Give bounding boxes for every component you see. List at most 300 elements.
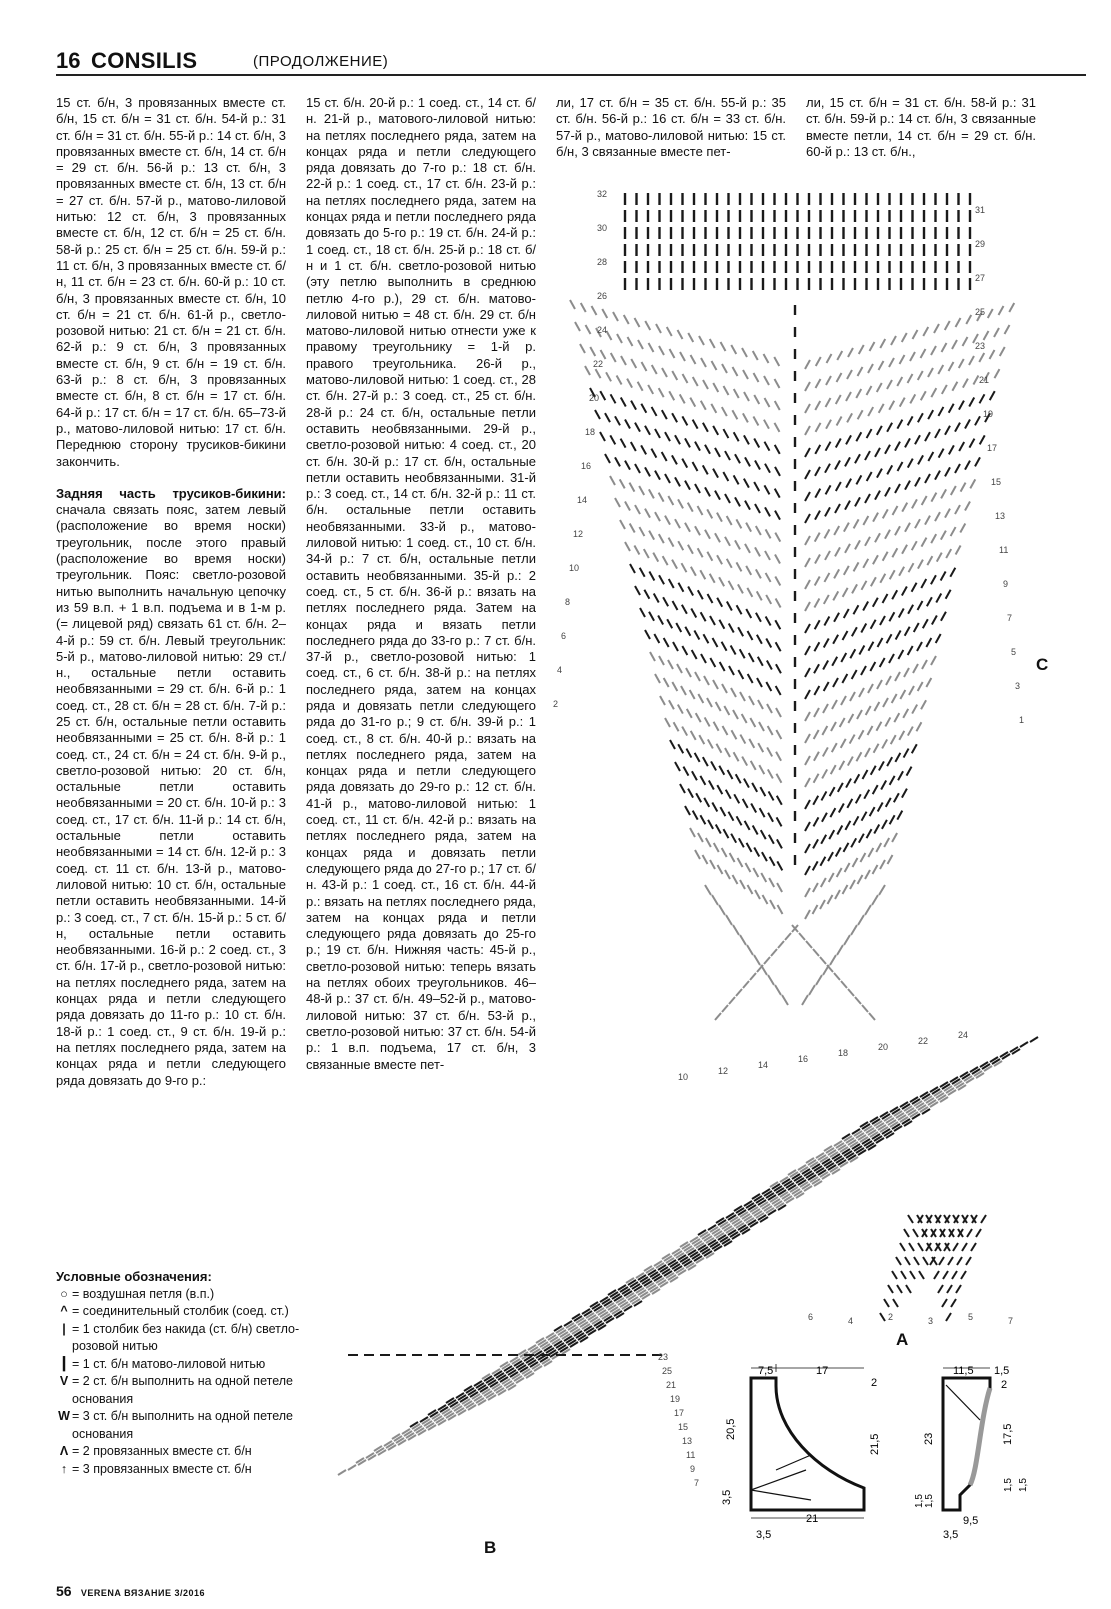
stitch-mark <box>962 1243 967 1251</box>
row-number: 22 <box>593 359 604 369</box>
stitch-mark <box>685 438 690 447</box>
stitch-mark <box>645 321 650 330</box>
stitch-mark <box>855 454 860 463</box>
stitch-mark <box>712 895 718 905</box>
stitch-mark <box>678 583 683 592</box>
stitch-mark <box>965 419 970 428</box>
row-number: 10 <box>678 1072 689 1082</box>
stitch-mark <box>725 748 730 757</box>
stitch-mark <box>835 461 840 470</box>
stitch-mark <box>716 744 721 753</box>
stitch-mark <box>912 744 917 753</box>
row-number: 2 <box>888 1312 894 1322</box>
stitch-mark <box>698 833 703 842</box>
stitch-mark <box>709 780 714 789</box>
stitch-mark <box>685 627 690 636</box>
stitch-mark <box>838 783 843 792</box>
stitch-mark <box>909 686 914 695</box>
schem-left-top1: 7,5 <box>758 1365 774 1377</box>
stitch-mark <box>831 765 836 774</box>
stitch-mark <box>777 839 782 848</box>
row-number: 24 <box>597 325 608 335</box>
stitch-mark <box>710 339 715 348</box>
stitch-mark <box>750 718 755 727</box>
stitch-mark <box>834 613 839 622</box>
stitch-mark <box>895 442 900 451</box>
stitch-mark <box>913 330 918 339</box>
stitch-mark <box>776 642 781 651</box>
stitch-mark <box>799 933 805 940</box>
stitch-mark <box>719 766 724 775</box>
stitch-mark <box>775 379 780 388</box>
row-number: 15 <box>678 1422 689 1432</box>
stitch-mark <box>742 757 747 766</box>
stitch-mark <box>611 394 616 403</box>
stitch-mark <box>879 885 885 895</box>
stitch-mark <box>749 739 754 748</box>
stitch-mark <box>621 356 626 365</box>
stitch-mark <box>805 580 810 589</box>
stitch-mark <box>850 692 855 701</box>
legend-text: = воздушная петля (в.п.) <box>72 1286 215 1301</box>
stitch-mark <box>703 423 708 432</box>
stitch-mark <box>890 815 895 824</box>
stitch-mark <box>610 435 615 444</box>
row-number: 11 <box>999 545 1009 555</box>
stitch-mark <box>845 501 850 510</box>
stitch-mark <box>805 404 810 413</box>
stitch-mark <box>740 935 746 945</box>
stitch-mark <box>654 594 659 603</box>
stitch-mark <box>976 1229 981 1237</box>
stitch-mark <box>815 445 820 454</box>
stitch-mark <box>695 484 700 493</box>
stitch-mark <box>770 857 775 866</box>
stitch-mark <box>880 1313 885 1321</box>
stitch-mark <box>821 791 826 800</box>
stitch-mark <box>959 401 964 410</box>
stitch-mark <box>857 710 862 719</box>
stitch-mark <box>744 479 749 488</box>
stitch-mark <box>628 337 633 346</box>
stitch-mark <box>859 730 864 739</box>
stitch-mark <box>688 789 693 798</box>
stitch-mark <box>945 321 950 330</box>
stitch-mark <box>873 785 878 794</box>
stitch-mark <box>762 852 767 861</box>
stitch-mark <box>751 804 756 813</box>
stitch-mark <box>635 423 640 432</box>
schem-left-right-top: 2 <box>871 1377 878 1389</box>
stitch-mark <box>902 587 907 596</box>
stitch-mark <box>722 407 727 416</box>
legend-symbol-icon: ^ <box>60 1304 68 1318</box>
stitch-mark <box>887 380 892 389</box>
row-number: 10 <box>569 563 580 573</box>
stitch-mark <box>878 802 883 811</box>
stitch-mark <box>846 479 851 488</box>
stitch-mark <box>862 1005 868 1012</box>
stitch-mark <box>688 333 693 342</box>
stitch-mark <box>617 375 622 384</box>
stitch-mark <box>785 933 791 940</box>
stitch-mark <box>905 627 910 636</box>
stitch-mark <box>676 623 681 632</box>
stitch-mark <box>581 303 586 312</box>
stitch-mark <box>815 401 820 410</box>
stitch-mark <box>723 829 728 838</box>
stitch-mark <box>928 410 933 419</box>
stitch-mark <box>905 523 910 532</box>
stitch-mark <box>777 817 782 826</box>
stitch-mark <box>868 642 873 651</box>
stitch-mark <box>631 442 636 451</box>
stitch-mark <box>641 445 646 454</box>
row-number: 26 <box>597 291 608 301</box>
stitch-mark <box>839 804 844 813</box>
stitch-mark <box>870 662 875 671</box>
stitch-mark <box>649 489 654 498</box>
stitch-mark <box>937 553 942 562</box>
stitch-mark <box>747 843 752 852</box>
stitch-mark <box>826 376 831 385</box>
stitch-mark <box>716 702 721 711</box>
stitch-mark <box>659 575 664 584</box>
stitch-mark <box>829 830 834 839</box>
legend-item <box>56 1356 306 1374</box>
stitch-mark <box>742 714 747 723</box>
schem-left-left-mid: 20,5 <box>725 1418 737 1440</box>
stitch-mark <box>649 572 654 581</box>
stitch-mark <box>859 688 864 697</box>
stitch-mark <box>867 472 872 481</box>
stitch-mark <box>847 370 852 379</box>
stitch-mark <box>837 868 842 877</box>
stitch-mark <box>701 654 706 663</box>
text-column-1 <box>56 95 286 1089</box>
stitch-mark <box>631 359 636 368</box>
stitch-mark <box>721 342 726 351</box>
stitch-mark <box>925 432 930 441</box>
stitch-mark <box>936 594 941 603</box>
stitch-mark <box>904 749 909 758</box>
stitch-mark <box>669 538 674 547</box>
stitch-mark <box>775 576 780 585</box>
stitch-mark <box>868 726 873 735</box>
stitch-mark <box>678 744 683 753</box>
stitch-mark <box>883 552 888 561</box>
stitch-mark <box>776 752 781 761</box>
stitch-mark <box>950 568 955 577</box>
stitch-mark <box>668 660 673 669</box>
stitch-mark <box>739 838 744 847</box>
header-title: CONSILIS <box>91 48 198 73</box>
stitch-mark <box>843 631 848 640</box>
footer-brand: VERENA ВЯЗАНИЕ 3/2016 <box>80 1588 205 1598</box>
stitch-mark <box>921 700 926 709</box>
stitch-mark <box>882 820 887 829</box>
stitch-mark <box>629 483 634 492</box>
stitch-mark <box>635 464 640 473</box>
stitch-mark <box>701 401 706 410</box>
stitch-mark <box>749 653 754 662</box>
stitch-mark <box>659 656 664 665</box>
stitch-mark <box>693 462 698 471</box>
row-number: 19 <box>670 1394 681 1404</box>
stitch-mark <box>844 523 849 532</box>
row-number: 22 <box>918 1036 929 1046</box>
stitch-mark <box>949 404 954 413</box>
stitch-mark <box>971 1243 976 1251</box>
stitch-mark <box>705 717 710 726</box>
schem-right-left-low: 1,5 <box>924 1494 935 1508</box>
stitch-mark <box>675 435 680 444</box>
chart-c-row-numbers <box>553 189 1024 725</box>
stitch-mark <box>755 547 760 556</box>
stitch-mark <box>754 955 760 965</box>
stitch-mark <box>948 1257 953 1265</box>
stitch-mark <box>659 346 664 355</box>
stitch-mark <box>738 584 743 593</box>
stitch-mark <box>899 609 904 618</box>
stitch-mark <box>979 394 984 403</box>
stitch-mark <box>707 552 712 561</box>
stitch-mark <box>833 591 838 600</box>
stitch-mark <box>881 780 886 789</box>
stitch-mark <box>670 349 675 358</box>
stitch-mark <box>897 377 902 386</box>
stitch-mark <box>766 682 771 691</box>
stitch-mark <box>658 616 663 625</box>
legend-item <box>56 1286 306 1304</box>
stitch-mark <box>961 1271 966 1279</box>
stitch-mark <box>847 799 852 808</box>
col1-paragraph-2-text: сначала связать пояс, затем левый (расположение во время носки) треугольник, после этого правый (расположение во время носки) треугольник. Пояс: светло-розовой нитью выполнить начальную цепочку из 59 в.п. + 1 в.п. подъема и в 1-м р. (= лицевой ряд) связать 61 ст. б/н. 2–4-й р.: 59 ст. б/н. Левый треугольник: 5-й р., матово-лиловой нитью: 29 ст./н., остальные петли оставить необвязанными = 29 ст. б/н. 6-й р.: 1 соед. ст., 28 ст. б/н = 28 ст. б/н. 7-й р.: 25 ст. б/н, остальные петли оставить необвязанными = 25 ст. б/н. 8-й р.: 1 соед. ст., 24 ст. б/н = 24 ст. б/н. 9-й р., светло-розовой нитью: 20 ст. б/н, остальные петли оставить необвязанными = 20 ст. б/н. 10-й р.: 3 соед. ст., 17 ст. б/н. 11-й р.: 14 ст. б/н, остальные петли оставить необвязанными = 14 ст. б/н. 12-й р.: 3 соед. ст. 11 ст. б/н. 13-й р., матово-лиловой нитью: 10 ст. б/н, остальные петли оставить необвязанными. 14-й р.: 3 соед. ст., 7 ст. б/н. 15-й р.: 5 ст. б/н, остальные петли оставить необвязанными. 16-й р.: 2 соед. ст., 3 ст. б/н. 17-й р., светло-розовой нитью: на петлях последнего ряда, затем на концах ряда и петли следующего ряда довязать до 11-го р.: 10 ст. б/н. 18-й р.: 1 соед. ст., 9 ст. б/н. 19-й р.: на петлях последнего ряда, затем на концах ряда и петли следующего ряда довязать до 9-го р.: <box>56 502 286 1088</box>
stitch-mark <box>865 537 870 546</box>
stitch-mark <box>848 348 853 357</box>
stitch-mark <box>678 705 683 714</box>
stitch-mark <box>823 747 828 756</box>
stitch-mark <box>770 900 775 909</box>
stitch-mark <box>823 661 828 670</box>
stitch-mark <box>722 848 727 857</box>
row-number: 16 <box>798 1054 809 1064</box>
row-number: 18 <box>838 1048 849 1058</box>
stitch-mark <box>805 514 810 523</box>
stitch-mark <box>681 563 686 572</box>
stitch-mark <box>740 649 745 658</box>
row-number: 20 <box>589 393 600 403</box>
stitch-mark <box>624 315 629 324</box>
stitch-mark <box>980 435 985 444</box>
stitch-mark <box>611 353 616 362</box>
stitch-mark <box>895 753 900 762</box>
schem-left-top2: 17 <box>816 1365 829 1377</box>
stitch-mark <box>887 634 892 643</box>
stitch-mark <box>918 1243 923 1251</box>
stitch-mark <box>698 590 703 599</box>
stitch-mark <box>938 365 943 374</box>
stitch-mark <box>835 547 840 556</box>
stitch-mark <box>949 362 954 371</box>
stitch-mark <box>805 448 810 457</box>
stitch-mark <box>695 850 700 859</box>
stitch-mark <box>805 602 810 611</box>
stitch-mark <box>861 581 866 590</box>
stitch-mark <box>735 497 740 506</box>
stitch-mark <box>613 312 618 321</box>
stitch-mark <box>835 890 840 899</box>
stitch-mark <box>913 1229 918 1237</box>
stitch-mark <box>690 828 695 837</box>
stitch-mark <box>649 531 654 540</box>
chart-c-stitches <box>570 193 1017 1020</box>
stitch-mark <box>711 761 716 770</box>
stitch-mark <box>852 584 857 593</box>
stitch-mark <box>776 598 781 607</box>
stitch-mark <box>898 650 903 659</box>
stitch-mark <box>839 761 844 770</box>
stitch-mark <box>969 356 974 365</box>
stitch-mark <box>876 722 881 731</box>
stitch-mark <box>847 413 852 422</box>
stitch-mark <box>744 779 749 788</box>
stitch-mark <box>892 548 897 557</box>
stitch-mark <box>782 995 788 1005</box>
stitch-mark <box>743 981 749 988</box>
stitch-mark <box>630 564 635 573</box>
stitch-mark <box>909 1243 914 1251</box>
stitch-mark <box>855 997 861 1004</box>
chart-c-label: C <box>1036 655 1049 674</box>
stitch-mark <box>638 340 643 349</box>
stitch-mark <box>892 694 897 703</box>
stitch-mark <box>843 588 848 597</box>
stitch-mark <box>896 1257 901 1265</box>
stitch-mark <box>766 595 771 604</box>
stitch-mark <box>725 870 730 879</box>
stitch-mark <box>830 955 836 965</box>
row-number: 2 <box>553 699 559 709</box>
stitch-mark <box>701 612 706 621</box>
stitch-mark <box>938 407 943 416</box>
stitch-mark <box>841 696 846 705</box>
stitch-mark <box>830 787 835 796</box>
stitch-mark <box>915 477 920 486</box>
stitch-mark <box>945 426 950 435</box>
stitch-mark <box>890 570 895 579</box>
stitch-mark <box>885 487 890 496</box>
stitch-mark <box>965 502 970 511</box>
stitch-mark <box>805 734 810 743</box>
stitch-mark <box>823 704 828 713</box>
stitch-mark <box>754 373 759 382</box>
stitch-mark <box>870 807 875 816</box>
stitch-mark <box>910 394 915 403</box>
stitch-mark <box>908 374 913 383</box>
stitch-mark <box>809 985 815 995</box>
stitch-mark <box>805 690 810 699</box>
stitch-mark <box>908 727 913 736</box>
stitch-mark <box>813 796 818 805</box>
stitch-mark <box>945 509 950 518</box>
stitch-mark <box>831 722 836 731</box>
row-number: 23 <box>975 341 986 351</box>
stitch-mark <box>670 740 675 749</box>
stitch-mark <box>886 676 891 685</box>
stitch-mark <box>928 452 933 461</box>
row-number: 30 <box>597 223 608 233</box>
row-number: 24 <box>958 1030 969 1040</box>
stitch-mark <box>852 670 857 679</box>
stitch-mark <box>722 642 727 651</box>
chart-b-label: B <box>484 1538 497 1557</box>
stitch-mark <box>813 883 818 892</box>
stitch-mark <box>994 328 999 337</box>
stitch-mark <box>873 513 878 522</box>
stitch-mark <box>757 591 762 600</box>
stitch-mark <box>984 331 989 340</box>
stitch-mark <box>813 949 819 956</box>
stitch-mark <box>744 435 749 444</box>
stitch-mark <box>652 407 657 416</box>
stitch-mark <box>621 439 626 448</box>
stitch-mark <box>820 957 826 964</box>
row-number: 5 <box>1011 647 1017 657</box>
stitch-mark <box>754 848 759 857</box>
stitch-mark <box>861 624 866 633</box>
stitch-mark <box>815 576 820 585</box>
stitch-mark <box>775 489 780 498</box>
stitch-mark <box>921 391 926 400</box>
stitch-mark <box>856 475 861 484</box>
stitch-mark <box>664 638 669 647</box>
stitch-mark <box>639 527 644 536</box>
schem-left-bottom-left: 3,5 <box>756 1529 772 1541</box>
stitch-mark <box>934 1271 939 1279</box>
schem-left-right-mid: 21,5 <box>869 1433 881 1455</box>
stitch-mark <box>805 492 810 501</box>
stitch-mark <box>711 404 716 413</box>
stitch-mark <box>696 793 701 802</box>
stitch-mark <box>932 616 937 625</box>
stitch-mark <box>663 597 668 606</box>
stitch-mark <box>824 573 829 582</box>
stitch-mark <box>775 511 780 520</box>
stitch-mark <box>650 652 655 661</box>
stitch-mark <box>639 486 644 495</box>
stitch-mark <box>668 496 673 505</box>
stitch-mark <box>756 613 761 622</box>
stitch-mark <box>875 491 880 500</box>
stitch-mark <box>832 657 837 666</box>
row-number: 14 <box>577 495 588 505</box>
stitch-mark <box>915 435 920 444</box>
stitch-mark <box>759 722 764 731</box>
stitch-mark <box>873 865 878 874</box>
schem-right-right-low2: 1,5 <box>1018 1478 1029 1492</box>
stitch-mark <box>837 826 842 835</box>
stitch-mark <box>815 467 820 476</box>
stitch-mark <box>816 423 821 432</box>
stitch-mark <box>824 682 829 691</box>
stitch-mark <box>662 410 667 419</box>
stitch-mark <box>768 769 773 778</box>
stitch-mark <box>926 678 931 687</box>
stitch-mark <box>645 426 650 435</box>
stitch-mark <box>851 925 857 935</box>
stitch-mark <box>777 861 782 870</box>
